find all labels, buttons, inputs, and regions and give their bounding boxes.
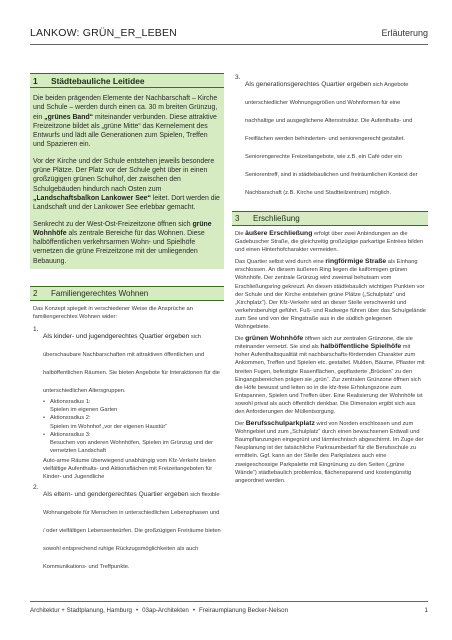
footer-credit-1: Architektur + Stadtplanung, Hamburg [30, 606, 132, 614]
action-radius-list [43, 398, 221, 455]
section-1-title: Städtebauliche Leitidee [51, 75, 145, 86]
left-column [30, 73, 224, 575]
section-1-paragraph-1: Die beiden prägenden Elemente der Nachbarschaft – Kirche und Schule – werden durch einen ca. 30 m breiten Grünzug, ein „grünes Band“ miteinander verbunden. Diese attraktive Freizeitzone bildet als „grüne Mitte“ das Kernelement des Entwurfs und lädt alle Generationen zum Spielen, Treffen und Spazieren ein. [33, 95, 218, 149]
list-item: 2. Als eltern- und gendergerechtes Quartier ergeben sich flexible Wohnangebote für Menschen in unterschiedlichen Lebensphasen und / oder vielfältigen Lebensentwürfen. Die großzügigen Freiräume bieten sowohl entsprechend ruhige Rückzugsmöglichkeiten als auch Kommunikations- und Treffpunkte. [33, 484, 221, 571]
section-2-title: Familiengerechtes Wohnen [51, 289, 149, 299]
document-title: LANKOW: GRÜN_ER_LEBEN [30, 27, 177, 39]
section-3-paragraph-4: Der Berufsschulparkplatz wird von Norden erschlossen und zum Wohngebiet und zum „Schulplatz“ durch einen bewachsenen Erdwall und Baumpflanzungen eingegrünt und lärmtechnisch abgeschirmt. Im Zuge der Neuplanung ist der tatsächliche Parkraumbedarf für die Berufsschule zu ermitteln. Ggf. kann an der Stelle des Parkplatzes auch eine zweigeschossige Parkpalette mit Eingrünung zu den Seiten („grüne Wände“) städtebaulich problemlos, flächensparend und kostengünstig angeordnet werden. [235, 420, 424, 484]
bullet-item: • Aktionsradius 2: Spielen im Wohnhof „vor der eigenen Haustür“ [43, 414, 221, 430]
bullet-item: • Aktionsradius 3: Besuchen von anderen Wohnhöfen, Spielen im Grünzug und der vernetzten Landschaft [43, 431, 221, 455]
section-2-list [33, 325, 221, 573]
item-1-after: Auto-arme Räume überwiegend unabhängig vom Kfz-Verkehr bieten vielfältige Aufenthalts- und Aktionsflächen mit Freizeitangeboten für Kinder- und Jugendliche [43, 457, 216, 481]
footer-credit-2: 03ap-Architekten [142, 606, 189, 614]
section-3-body [232, 226, 428, 485]
item-2-lead: Als eltern- und gendergerechtes Quartier ergeben [43, 491, 189, 499]
footer-credit-3: Freiraumplanung Becker-Nelson [198, 606, 289, 614]
header-divider [30, 44, 428, 45]
section-2-heading [30, 286, 224, 301]
document-type: Erläuterung [381, 28, 428, 38]
section-3-paragraph-2: Das Quartier selbst wird durch eine ringförmige Straße als Einhang erschlossen. An diesem äußeren Ring liegen die kaiförmigen grünen Wohnhöfe. Der zentrale Grünzug wird zweimal behutsam vom Erschließungsring gekreuzt. An diesen städtebaulich wichtigen Punkten vor der Schule und der Kirche entstehen grüne Plätze („Schulplatz“ und „Kirchplatz“). Der Kfz-Verkehr wird an dieser Stelle verschwenkt und verkehrsberuhigt geführt. Fuß- und Radwege führen über das Schulgelände zum See und von der Ringstraße aus in die südlich gelegenen Wohngebiete. [235, 258, 426, 331]
section-3-paragraph-1: Die äußere Erschließung erfolgt über zwei Anbindungen an die Gadebuscher Straße, die gleichzeitig großzügige parkartige Entrées bilden und einen Hinterhofcharakter vermeiden. [235, 230, 424, 254]
footer-divider [30, 601, 428, 602]
section-3-paragraph-3: Die grünen Wohnhöfe öffnen sich zur zentralen Grünzone, die sie miteinander vernetzt. Sie sind als halböffentliche Spielhöfe mit hoher Aufenthaltsqualität mit nachbarschafts-fördernden Charakter zum Ankommen, Treffen und Spielen etc. gestaltet. Mulden, Bäume, Pflaster mit breiten Fugen, befestigte Rasenflächen, gepflasterte „Brücken“ zu den Eingangsbereichen prägen sie „grün“. Zur zentralen Grünzone öffnen sich die Höfe bewusst und leiten so in die kfz-freie Erholungszone zum Entspannen, Spielen und Treffen über. Eine Realisierung der Wohnhöfe ist sowohl privat als auch öffentlich denkbar. Die Dimension ergibt sich aus den Anforderungen der Müllentsorgung. [235, 335, 425, 415]
footer-credits: Architektur + Stadtplanung, Hamburg • 03ap-Architekten • Freiraumplanung Becker-Nelson [30, 606, 289, 614]
section-2-intro: Das Konzept spiegelt in verschiedener Weise die Ansprüche an familiengerechtes Wohnen wider: [33, 306, 193, 321]
section-1-number: 1 [33, 75, 38, 86]
item-3-block [232, 73, 428, 199]
page-number: 1 [424, 606, 428, 614]
section-1-heading [30, 73, 224, 88]
bullet-item: • Aktionsradius 1: Spielen im eigenen Garten [43, 398, 221, 414]
page-footer [30, 605, 428, 615]
section-3-heading [232, 211, 428, 226]
section-3-number: 3 [235, 214, 240, 223]
section-1-body [30, 88, 224, 269]
page-header [30, 27, 428, 41]
list-item: 1. Als kinder- und jugendgerechtes Quartier ergeben sich überschaubare Nachbarschaften mit attraktiven öffentlichen und halböffentlichen Räumen. Sie bieten Angebote für Interaktionen für die unterschiedlichen Altersgruppen. • Aktionsradius 1: Spielen im eigenen Garten • Aktionsradius 2: Spielen im Wohnhof „vor der eigenen Haustür“ • Aktionsradius 3: Besuchen von anderen Wohnhöfen, Spielen im Grünzug und der vernetzten Landschaft Auto-arme Räume überwiegend unabhängig vom Kfz-Verkehr bieten vielfältige Aufenthalts- und Aktionsflächen mit Freizeitangeboten für Kinder- und Jugendliche [33, 325, 221, 481]
right-column [232, 73, 428, 489]
section-2-number: 2 [33, 289, 38, 299]
section-3-title: Erschließung [253, 214, 300, 223]
item-1-lead: Als kinder- und jugendgerechtes Quartier ergeben [43, 333, 190, 341]
list-item: 3. Als generationsgerechtes Quartier ergeben sich Angebote unterschiedlicher Wohnungsgrößen und Wohnformen für eine nachhaltige und ausgeglichene Altersstruktur. Die Aufenthalts- und Freiflächen werden behinderten- und seniorengerecht gestaltet. Seniorengerechte Freizeitangebote, wie z.B. ein Café oder ein Seniorentreff, sind in städtebaulichen und freiräumlichen Kontext der Nachbarschaft (z.B. Kirche und Stadtteilzentrum) möglich. [235, 74, 418, 196]
section-2-body [30, 301, 224, 573]
section-1-paragraph-2: Vor der Kirche und der Schule entstehen jeweils besondere grüne Plätze. Der Platz vor der Schule geht über in einen großzügigen grünen Schulhof, der zwischen den Schulgebäuden hindurch nach Osten zum „Landschaftsbalkon Lankower See“ leitet. Dort werden die Landschaft und der Lankower See erlebbar gemacht. [33, 157, 220, 212]
section-1-paragraph-3: Senkrecht zu der West-Ost-Freizeitzone öffnen sich grüne Wohnhöfe als zentrale Bereiche für das Wohnen. Diese halböffentlichen verkehrsarmen Wohn- und Spielhöfe vernetzen die grüne Freizeitzone mit der umliegenden Bebauung. [33, 220, 212, 265]
